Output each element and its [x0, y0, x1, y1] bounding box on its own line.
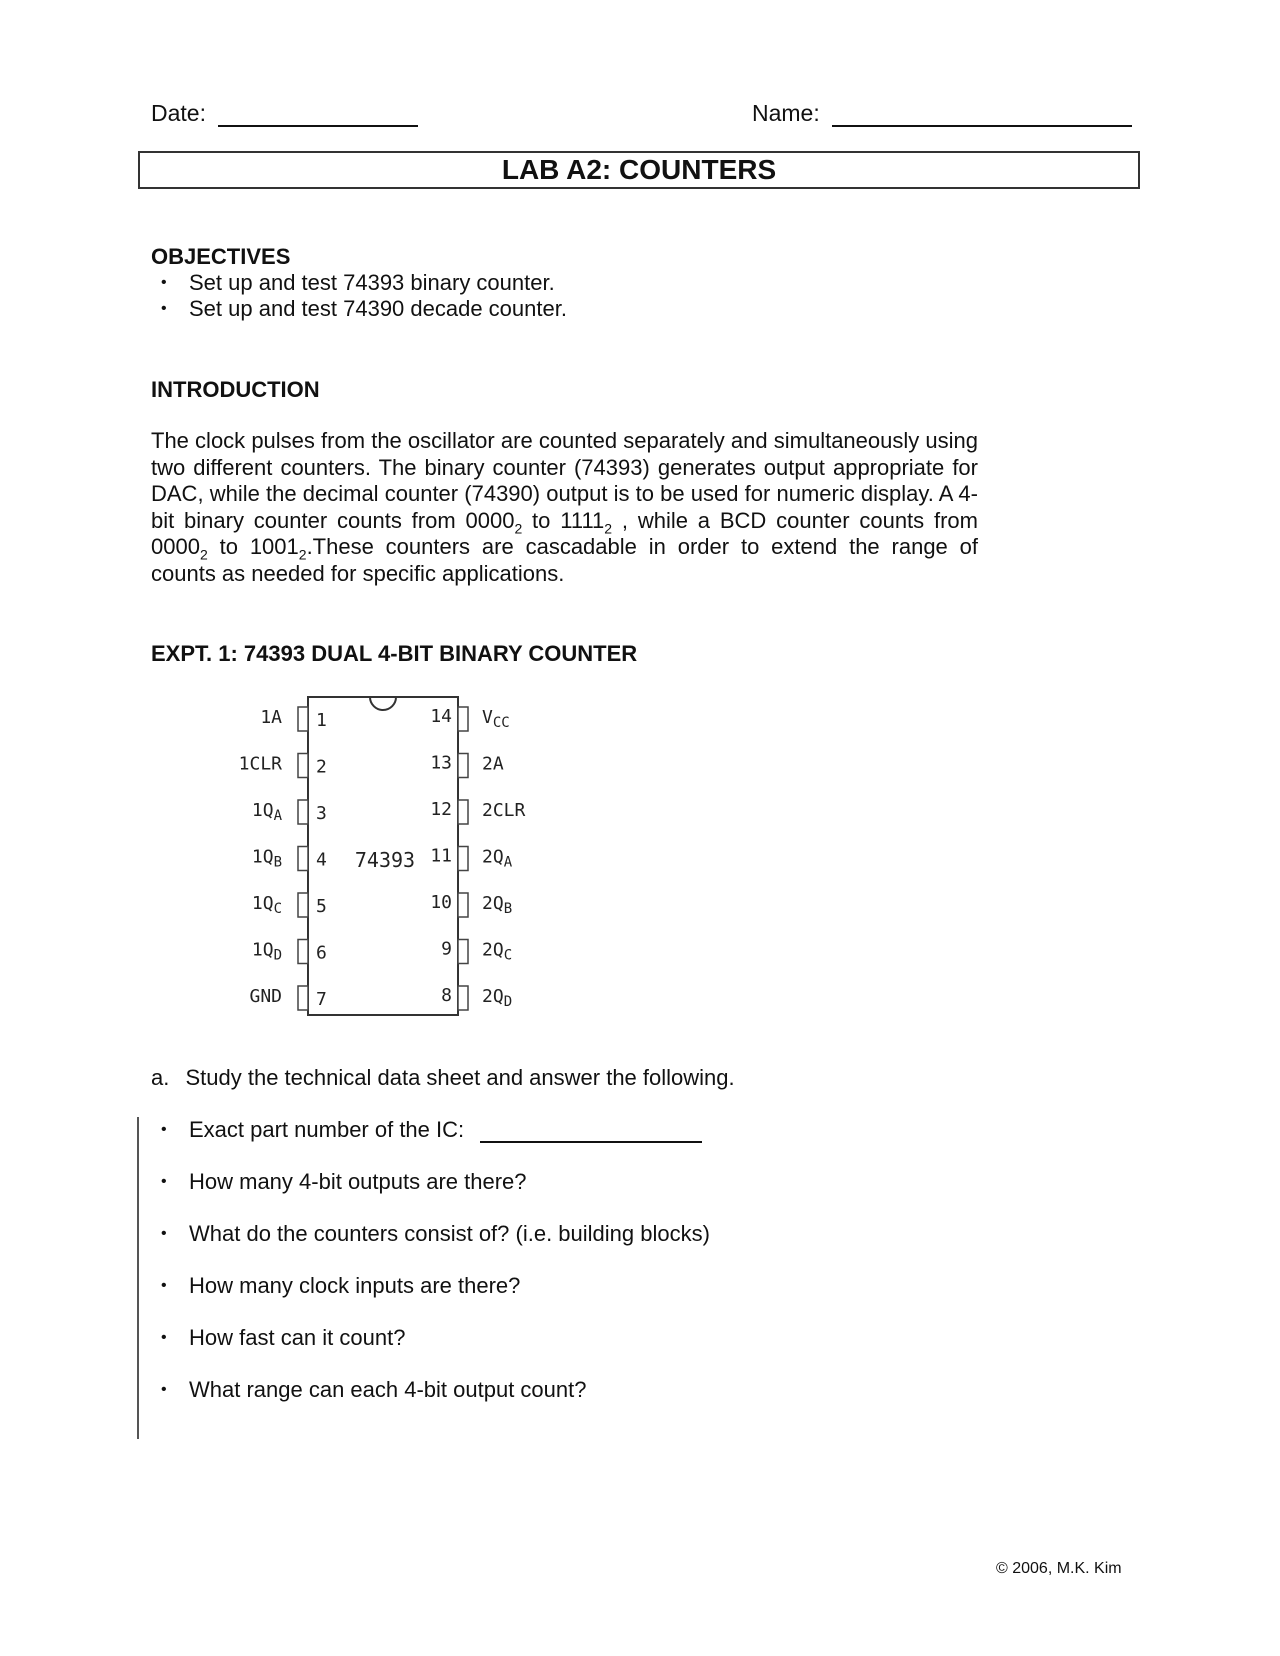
pin-name: $V_{CC}$ [482, 707, 510, 731]
pin-11 [458, 847, 468, 871]
pin-name: 2A [482, 753, 504, 775]
page-title-box [138, 151, 1140, 189]
bullet-icon: • [161, 1225, 167, 1242]
pin-7 [298, 986, 308, 1010]
pin-name: $1Q_B$ [251, 846, 282, 871]
name-label: Name: [752, 100, 820, 126]
bullet-icon: • [161, 1121, 167, 1138]
pin-number: 7 [316, 989, 327, 1010]
ic-pinout-diagram [220, 685, 560, 1020]
pin-name: GND [249, 986, 282, 1007]
questions-list [151, 1117, 951, 1429]
objectives-heading: OBJECTIVES [151, 244, 291, 269]
pin-number: 11 [430, 845, 452, 867]
pin-2 [298, 754, 308, 778]
pin-number: 6 [316, 942, 327, 964]
pin-1 [298, 707, 308, 731]
pin-name: $2Q_D$ [482, 986, 513, 1010]
list-item: • Exact part number of the IC: [151, 1117, 951, 1143]
pin-number: 3 [316, 803, 327, 824]
date-field [151, 100, 418, 127]
pin-name: $1Q_C$ [251, 893, 282, 917]
pin-number: 12 [430, 799, 452, 820]
pin-number: 10 [430, 892, 452, 913]
bullet-icon: • [161, 1173, 167, 1190]
list-item: • How fast can it count? [161, 1325, 406, 1350]
pin-number: 9 [441, 938, 452, 960]
introduction-paragraph: The clock pulses from the oscillator are counted separately and simultaneously using two different counters. The binary counter (74393) generates output appropriate for DAC, while the decimal counter (74390) output is to be used for numeric display. A 4-bit binary counter counts from $0000_2$ to $1111_2$ , while a BCD counter counts from $0000_2$ to $1001_2.These$ counters are cascadable in order to extend the range of counts as needed for specific applications. [151, 428, 978, 586]
list-item: • How many 4-bit outputs are there? [161, 1169, 527, 1194]
pin-name: $2Q_C$ [482, 939, 513, 964]
list-item: • How many clock inputs are there? [161, 1273, 521, 1298]
pin-6 [298, 940, 308, 964]
list-item: • What do the counters consist of? (i.e. building blocks) [161, 1221, 710, 1246]
bullet-icon: • [161, 300, 167, 317]
pin-5 [298, 893, 308, 917]
list-item: • Set up and test 74393 binary counter. [161, 270, 555, 295]
date-blank[interactable] [218, 103, 418, 127]
pin-4 [298, 847, 308, 871]
pin-8 [458, 986, 468, 1010]
pin-3 [298, 800, 308, 824]
name-blank[interactable] [832, 103, 1132, 127]
pin-13 [458, 754, 468, 778]
bullet-icon: • [161, 274, 167, 291]
chip-label: 74393 [354, 848, 416, 872]
pin-number: 1 [316, 710, 327, 731]
pin-12 [458, 800, 468, 824]
objectives-list [151, 270, 951, 322]
page-title: LAB A2: COUNTERS [501, 154, 777, 185]
pin-name: $2Q_B$ [482, 893, 513, 917]
copyright: © 2006, M.K. Kim [996, 1560, 1122, 1577]
pin-name: 2CLR [482, 800, 526, 821]
pin-number: 8 [441, 985, 452, 1006]
step-a-marker: a. [151, 1065, 170, 1090]
bullet-icon: • [161, 1277, 167, 1294]
step-a [151, 1065, 735, 1091]
pin-number: 2 [316, 756, 327, 778]
list-item: • Set up and test 74390 decade counter. [161, 296, 567, 321]
pin-name: 1CLR [238, 753, 282, 775]
pin-name: 1A [260, 707, 282, 728]
expt1-heading: EXPT. 1: 74393 DUAL 4-BIT BINARY COUNTER [151, 641, 638, 666]
pin-name: $1Q_A$ [251, 800, 282, 824]
margin-bar [137, 1117, 139, 1439]
pin-number: 13 [430, 752, 452, 774]
introduction-heading: INTRODUCTION [151, 377, 320, 402]
date-label: Date: [151, 100, 206, 126]
step-a-text: Study the technical data sheet and answer the following. [185, 1065, 735, 1090]
list-item: • What range can each 4-bit output count? [161, 1377, 587, 1402]
name-field [752, 100, 1132, 127]
pin-9 [458, 940, 468, 964]
pin-name: $1Q_D$ [251, 939, 282, 964]
bullet-icon: • [161, 1381, 167, 1398]
pin-number: 5 [316, 896, 327, 917]
part-number-blank[interactable] [480, 1121, 702, 1143]
pin-10 [458, 893, 468, 917]
pin-number: 4 [316, 849, 327, 871]
pin-name: $2Q_A$ [482, 846, 513, 871]
pin-number: 14 [430, 706, 452, 727]
bullet-icon: • [161, 1329, 167, 1346]
pin-14 [458, 707, 468, 731]
